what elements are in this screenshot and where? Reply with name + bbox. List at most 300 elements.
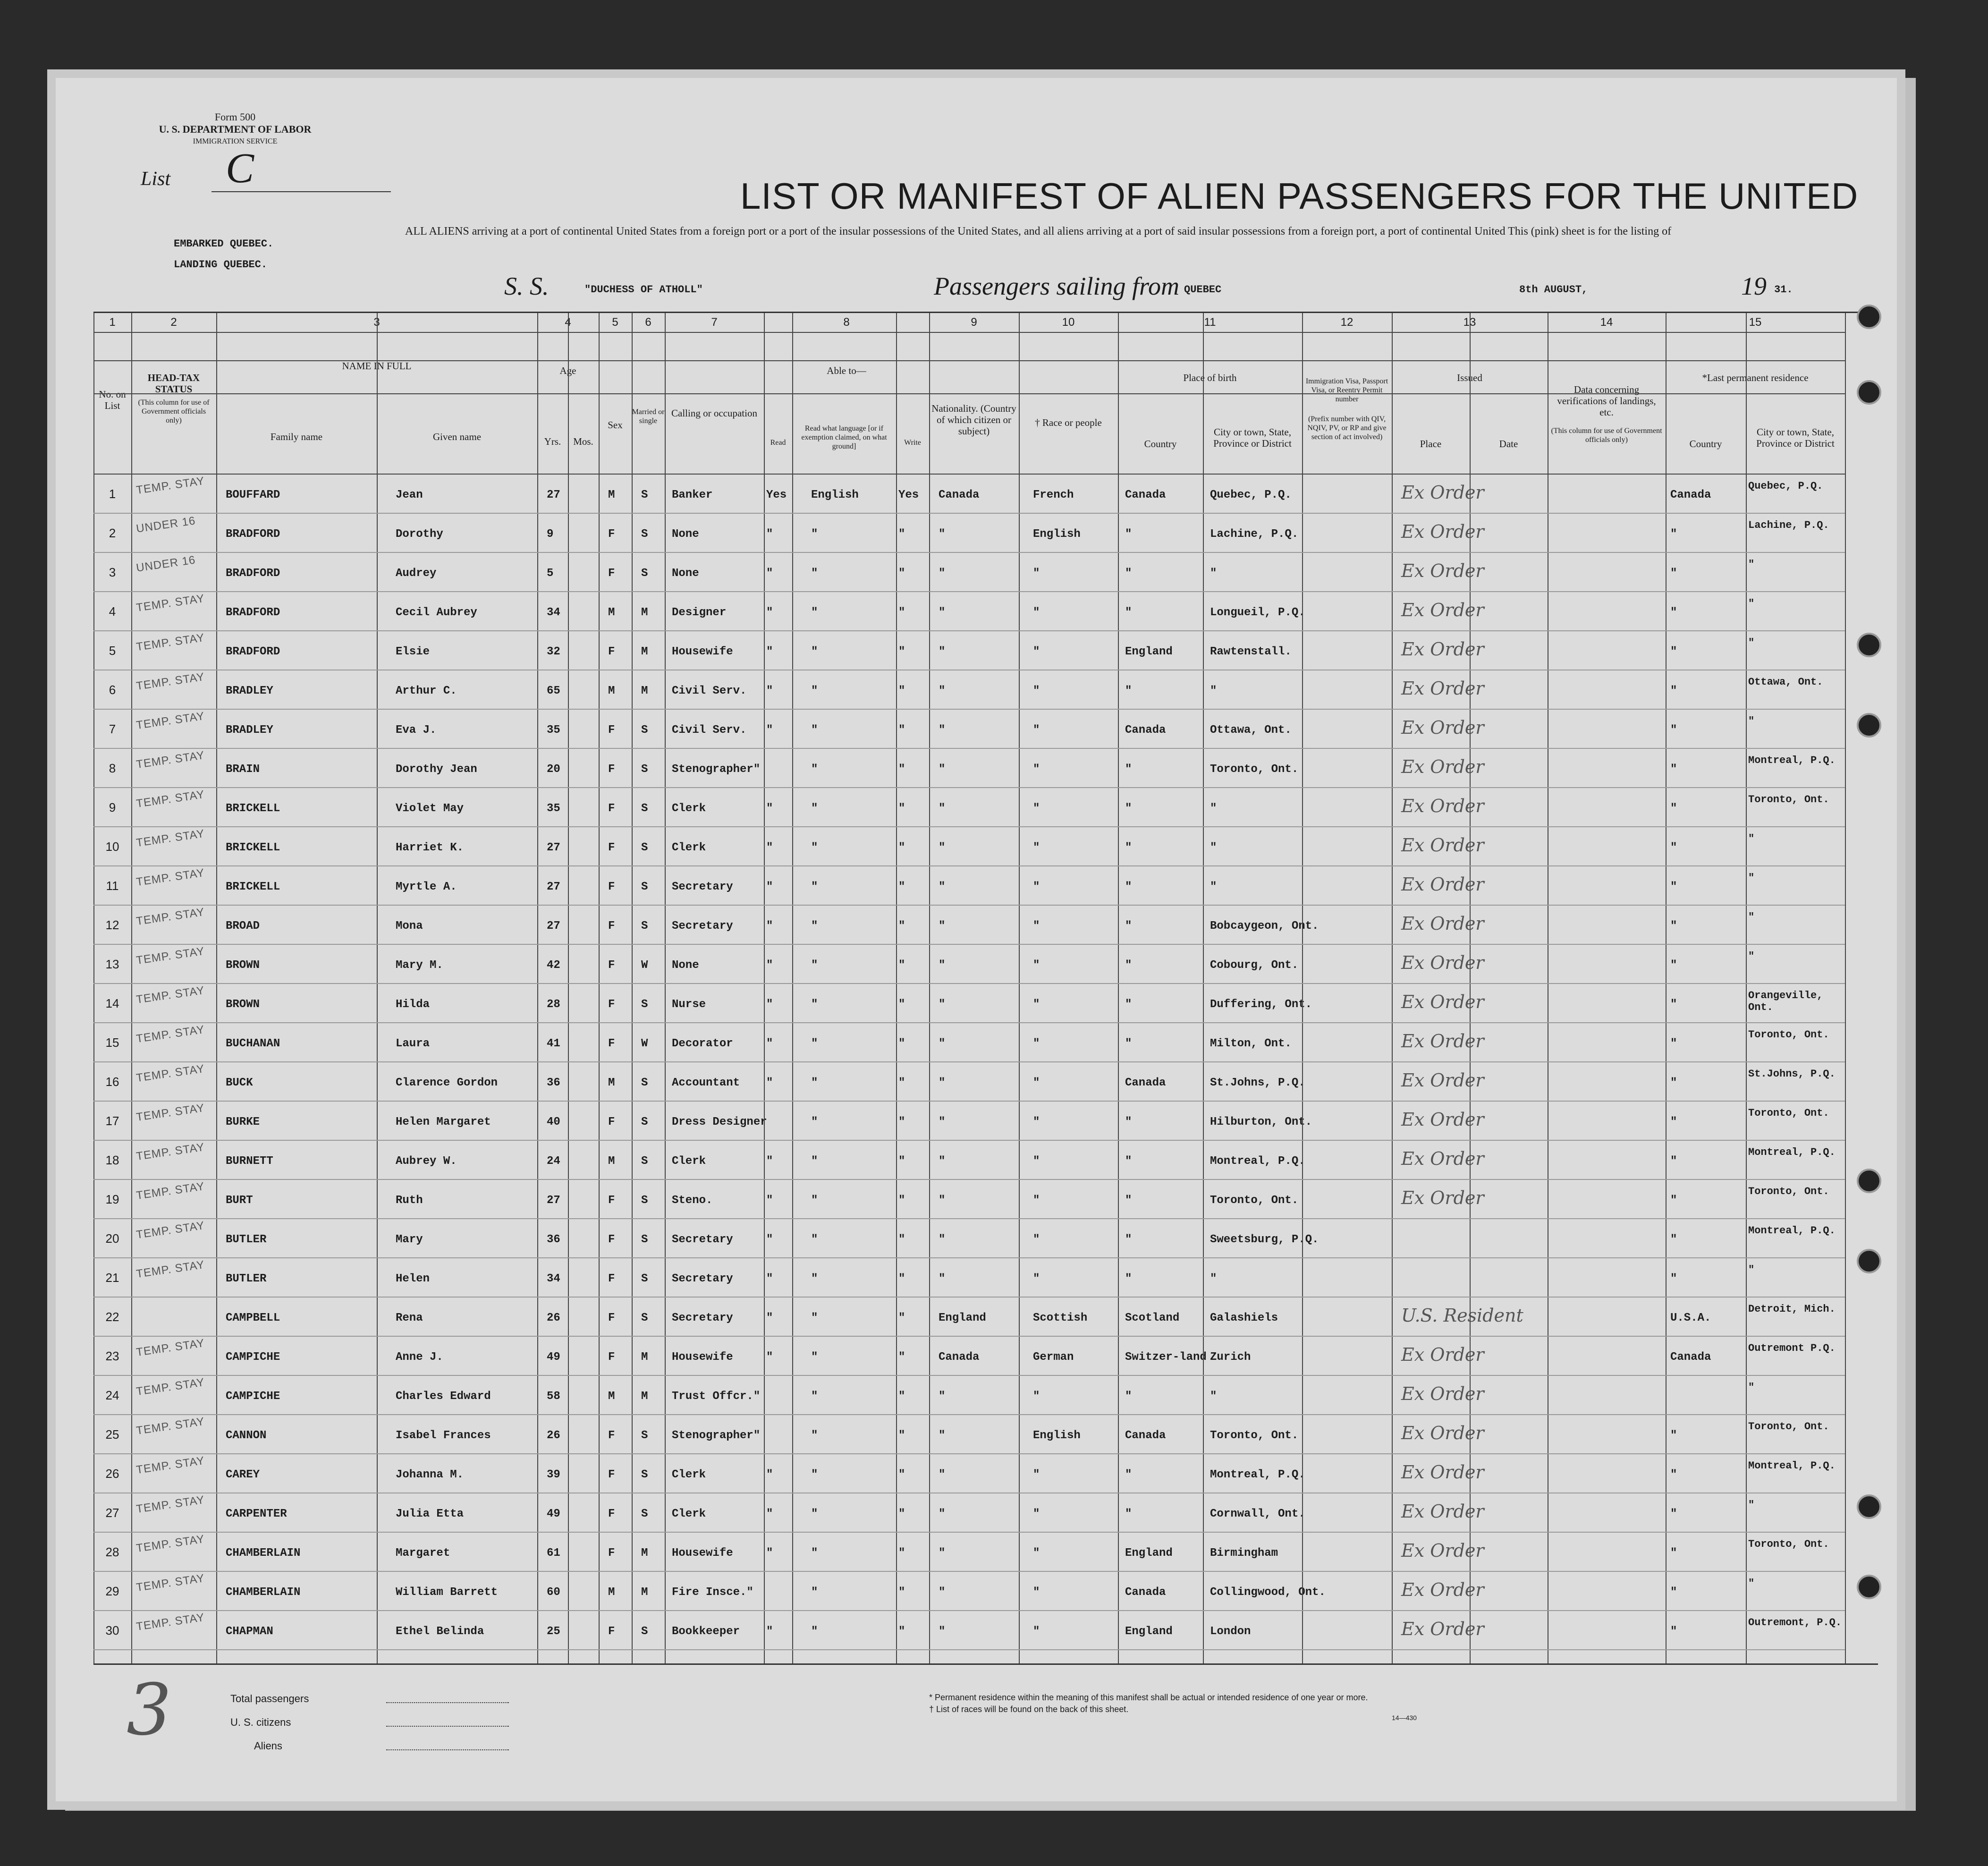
cell-sex: F: [608, 959, 615, 972]
cell-nationality: ": [939, 724, 946, 737]
cell-read: Yes: [766, 489, 787, 501]
cell-given: Clarence Gordon: [396, 1077, 498, 1089]
cell-ms: M: [641, 1390, 648, 1403]
hdr-birth-city: City or town, State, Province or District: [1213, 426, 1292, 449]
cell-issued: Ex Order: [1401, 1187, 1484, 1208]
row-divider: [93, 1532, 1845, 1533]
cell-ms: S: [641, 724, 648, 737]
hdr-given-name: Given name: [432, 431, 482, 442]
cell-res-city: ": [1748, 1578, 1755, 1589]
cell-yrs: 58: [547, 1390, 560, 1403]
cell-read: ": [766, 724, 773, 737]
total-passengers-label: Total passengers: [230, 1693, 309, 1705]
cell-calling: Clerk: [672, 1508, 706, 1520]
grid-vline: [93, 313, 94, 1663]
head-tax-status: TEMP. STAY: [135, 1454, 206, 1477]
cell-city: Duffering, Ont.: [1210, 998, 1312, 1011]
colnum-11: 11: [1204, 316, 1216, 329]
row-number: 23: [105, 1349, 119, 1363]
cell-nationality: ": [939, 685, 946, 697]
year-suffix: 31.: [1774, 284, 1793, 296]
cell-issued: Ex Order: [1401, 560, 1484, 581]
cell-race: ": [1033, 763, 1040, 776]
cell-yrs: 20: [547, 763, 560, 776]
cell-race: ": [1033, 1037, 1040, 1050]
cell-family: CAMPBELL: [226, 1312, 280, 1324]
cell-yrs: 42: [547, 959, 560, 972]
cell-res-country: ": [1670, 1586, 1677, 1599]
embark-info: [174, 234, 273, 275]
head-tax-status: TEMP. STAY: [135, 1336, 206, 1359]
row-divider: [93, 1140, 1845, 1141]
cell-given: Anne J.: [396, 1351, 443, 1364]
cell-family: CANNON: [226, 1429, 267, 1442]
cell-calling: Designer: [672, 606, 727, 619]
page-subtitle: ALL ALIENS arriving at a port of continental United States from a foreign port or a port of the insular possessions of the United States, and all aliens arriving at a port of said insular possessions from a foreign port, a port of continental United This (pink) sheet is for the listing of: [405, 225, 1672, 237]
cell-yrs: 34: [547, 606, 560, 619]
cell-res-city: Orangeville, Ont.: [1748, 990, 1823, 1013]
cell-sex: F: [608, 567, 615, 580]
cell-issued: Ex Order: [1401, 717, 1484, 738]
cell-given: William Barrett: [396, 1586, 498, 1599]
cell-res-country: ": [1670, 959, 1677, 972]
row-number: 15: [105, 1035, 119, 1050]
row-number: 3: [109, 565, 116, 579]
cell-family: BURT: [226, 1194, 253, 1207]
cell-calling: Clerk: [672, 802, 706, 815]
cell-sex: F: [608, 1508, 615, 1520]
cell-lang: ": [811, 920, 818, 933]
cell-given: Cecil Aubrey: [396, 606, 477, 619]
cell-res-city: Montreal, P.Q.: [1748, 755, 1836, 766]
colnum-12: 12: [1340, 316, 1354, 329]
cell-nationality: ": [939, 1077, 946, 1089]
cell-country: ": [1125, 802, 1132, 815]
cell-city: Rawtenstall.: [1210, 645, 1292, 658]
cell-yrs: 36: [547, 1077, 560, 1089]
ship-name: "DUCHESS OF ATHOLL": [584, 284, 703, 296]
colnum-13: 13: [1463, 316, 1476, 329]
cell-read: ": [766, 1194, 773, 1207]
cell-res-country: ": [1670, 998, 1677, 1011]
cell-write: ": [898, 1547, 905, 1560]
punch-hole: [1857, 380, 1881, 405]
cell-lang: ": [811, 1037, 818, 1050]
cell-given: Ethel Belinda: [396, 1625, 484, 1638]
cell-res-country: ": [1670, 920, 1677, 933]
cell-sex: F: [608, 1272, 615, 1285]
cell-read: ": [766, 1077, 773, 1089]
grid-vline: [929, 313, 930, 1663]
cell-city: Milton, Ont.: [1210, 1037, 1292, 1050]
row-number: 28: [105, 1545, 119, 1559]
colnum-6: 6: [645, 316, 651, 329]
row-number: 5: [109, 644, 116, 658]
row-number: 9: [109, 800, 116, 814]
colnum-8: 8: [843, 316, 850, 329]
cell-issued: Ex Order: [1401, 1383, 1484, 1404]
cell-ms: S: [641, 1233, 648, 1246]
cell-write: ": [898, 1508, 905, 1520]
cell-family: BRADFORD: [226, 645, 280, 658]
cell-calling: Civil Serv.: [672, 685, 747, 697]
head-tax-status: TEMP. STAY: [135, 1375, 206, 1399]
cell-lang: ": [811, 841, 818, 854]
cell-ms: W: [641, 1037, 648, 1050]
service: IMMIGRATION SERVICE: [193, 137, 278, 145]
cell-nationality: ": [939, 1586, 946, 1599]
grid-vline: [764, 313, 765, 1663]
cell-issued: Ex Order: [1401, 1031, 1484, 1052]
cell-nationality: ": [939, 1468, 946, 1481]
cell-issued: Ex Order: [1401, 521, 1484, 542]
cell-issued: U.S. Resident: [1401, 1305, 1523, 1326]
row-divider: [93, 1061, 1845, 1062]
cell-sex: F: [608, 528, 615, 541]
cell-write: ": [898, 1468, 905, 1481]
note-races: † List of races will be found on the back of this sheet.: [929, 1705, 1129, 1714]
cell-race: ": [1033, 685, 1040, 697]
cell-country: Canada: [1125, 489, 1166, 501]
cell-race: ": [1033, 606, 1040, 619]
port: QUEBEC: [1184, 284, 1222, 296]
cell-res-city: ": [1748, 598, 1755, 610]
grid-vline: [377, 313, 378, 1663]
hdr-name-in-full: NAME IN FULL: [342, 360, 412, 372]
hdr-place-of-birth: Place of birth: [1183, 372, 1237, 383]
grid-vline: [665, 313, 666, 1663]
cell-given: Mona: [396, 920, 423, 933]
cell-given: Violet May: [396, 802, 464, 815]
cell-family: BRICKELL: [226, 841, 280, 854]
cell-read: ": [766, 1625, 773, 1638]
aliens-label: Aliens: [254, 1740, 282, 1752]
cell-country: ": [1125, 1390, 1132, 1403]
cell-race: ": [1033, 802, 1040, 815]
cell-race: ": [1033, 1625, 1040, 1638]
us-line: [386, 1726, 509, 1727]
cell-city: Quebec, P.Q.: [1210, 489, 1292, 501]
cell-ms: M: [641, 1351, 648, 1364]
cell-city: Ottawa, Ont.: [1210, 724, 1292, 737]
sail-date: 8th AUGUST,: [1519, 284, 1588, 296]
cell-given: Mary M.: [396, 959, 443, 972]
cell-res-country: ": [1670, 685, 1677, 697]
cell-write: ": [898, 1390, 905, 1403]
cell-given: Elsie: [396, 645, 430, 658]
hdr-no-on-list: No. on List: [99, 389, 126, 411]
row-number: 17: [105, 1114, 119, 1128]
cell-yrs: 32: [547, 645, 560, 658]
cell-lang: ": [811, 685, 818, 697]
cell-yrs: 65: [547, 685, 560, 697]
list-value: C: [226, 145, 254, 192]
cell-ms: S: [641, 1077, 648, 1089]
cell-sex: F: [608, 1351, 615, 1364]
cell-calling: Housewife: [672, 645, 733, 658]
cell-issued: Ex Order: [1401, 913, 1484, 934]
colnum-9: 9: [971, 316, 977, 329]
row-divider: [93, 865, 1845, 866]
ss-label: S. S.: [504, 272, 549, 300]
hdr-birth-country: Country: [1144, 438, 1177, 450]
cell-nationality: ": [939, 1429, 946, 1442]
cell-race: ": [1033, 1077, 1040, 1089]
cell-nationality: ": [939, 920, 946, 933]
hdr-landings: Data concerning verifications of landings, etc.: [1557, 384, 1656, 418]
row-number: 22: [105, 1310, 119, 1324]
hdr-read: Read: [770, 439, 786, 447]
cell-issued: Ex Order: [1401, 1344, 1484, 1365]
cell-sex: F: [608, 881, 615, 893]
row-number: 24: [105, 1388, 119, 1402]
cell-yrs: 24: [547, 1155, 560, 1168]
cell-sex: F: [608, 1312, 615, 1324]
cell-ms: S: [641, 1312, 648, 1324]
hdr-visa: Immigration Visa, Passport Visa, or Reentry Permit number: [1305, 377, 1388, 403]
hdr-visa-note: (Prefix number with QIV, NQIV, PV, or RP and give section of act involved): [1307, 415, 1387, 441]
cell-ms: M: [641, 606, 648, 619]
cell-nationality: ": [939, 841, 946, 854]
colnum-10: 10: [1062, 316, 1075, 329]
cell-res-city: St.Johns, P.Q.: [1748, 1068, 1836, 1080]
cell-read: ": [766, 802, 773, 815]
cell-ms: S: [641, 841, 648, 854]
cell-city: Cobourg, Ont.: [1210, 959, 1299, 972]
cell-city: ": [1210, 841, 1217, 854]
cell-issued: Ex Order: [1401, 992, 1484, 1012]
cell-res-country: ": [1670, 1077, 1677, 1089]
sailing-label: Passengers sailing from: [934, 272, 1180, 300]
cell-ms: S: [641, 1508, 648, 1520]
cell-calling: Dress Designer: [672, 1116, 767, 1128]
cell-country: ": [1125, 606, 1132, 619]
cell-ms: S: [641, 1194, 648, 1207]
cell-family: CHAPMAN: [226, 1625, 273, 1638]
row-number: 12: [105, 918, 119, 932]
cell-race: ": [1033, 1468, 1040, 1481]
row-number: 8: [109, 761, 116, 775]
cell-write: ": [898, 606, 905, 619]
cell-given: Ruth: [396, 1194, 423, 1207]
cell-lang: ": [811, 1390, 818, 1403]
cell-city: Sweetsburg, P.Q.: [1210, 1233, 1319, 1246]
cell-race: ": [1033, 1233, 1040, 1246]
cell-nationality: ": [939, 567, 946, 580]
cell-read: ": [766, 528, 773, 541]
cell-write: ": [898, 1586, 905, 1599]
cell-nationality: ": [939, 1155, 946, 1168]
grid-vline: [1118, 313, 1119, 1663]
cell-res-country: ": [1670, 528, 1677, 541]
cell-nationality: ": [939, 802, 946, 815]
cell-sex: F: [608, 802, 615, 815]
department: U. S. DEPARTMENT OF LABOR: [159, 123, 312, 135]
cell-race: ": [1033, 1272, 1040, 1285]
cell-yrs: 35: [547, 724, 560, 737]
cell-lang: ": [811, 1508, 818, 1520]
cell-sex: F: [608, 1429, 615, 1442]
row-divider: [93, 1571, 1845, 1572]
row-divider: [93, 1257, 1845, 1258]
cell-yrs: 35: [547, 802, 560, 815]
cell-family: BRADFORD: [226, 606, 280, 619]
colnum-15: 15: [1749, 316, 1762, 329]
cell-country: ": [1125, 763, 1132, 776]
cell-lang: ": [811, 567, 818, 580]
form-code: 14—430: [1392, 1714, 1417, 1722]
cell-res-city: Toronto, Ont.: [1748, 794, 1829, 806]
cell-res-city: ": [1748, 833, 1755, 845]
cell-sex: M: [608, 606, 615, 619]
cell-nationality: ": [939, 606, 946, 619]
cell-family: CAMPICHE: [226, 1390, 280, 1403]
grid-vline: [1470, 313, 1471, 1663]
cell-city: ": [1210, 802, 1217, 815]
head-tax-status: TEMP. STAY: [135, 1532, 206, 1555]
cell-issued: Ex Order: [1401, 756, 1484, 777]
hdr-read-lang: Read what language [or if exemption claimed, on what ground]: [801, 424, 887, 450]
cell-yrs: 60: [547, 1586, 560, 1599]
grid-vline: [1746, 313, 1747, 1663]
cell-family: BRICKELL: [226, 802, 280, 815]
row-divider: [93, 552, 1845, 553]
cell-sex: F: [608, 1233, 615, 1246]
cell-family: CHAMBERLAIN: [226, 1586, 301, 1599]
cell-race: French: [1033, 489, 1074, 501]
row-divider: [93, 1453, 1845, 1454]
cell-res-country: ": [1670, 881, 1677, 893]
cell-family: CAREY: [226, 1468, 260, 1481]
cell-country: Canada: [1125, 1586, 1166, 1599]
cell-given: Helen: [396, 1272, 430, 1285]
cell-calling: Banker: [672, 489, 713, 501]
cell-city: ": [1210, 1272, 1217, 1285]
row-number: 20: [105, 1231, 119, 1246]
cell-family: BUCK: [226, 1077, 253, 1089]
cell-issued: Ex Order: [1401, 952, 1484, 973]
list-underline: [211, 191, 391, 192]
cell-city: Zurich: [1210, 1351, 1251, 1364]
cell-calling: None: [672, 959, 699, 972]
cell-country: Switzer-land: [1125, 1351, 1207, 1364]
row-divider: [93, 748, 1845, 749]
hdr-res-country: Country: [1689, 438, 1722, 450]
grid-vline: [1666, 313, 1667, 1663]
cell-nationality: ": [939, 1390, 946, 1403]
cell-family: CHAMBERLAIN: [226, 1547, 301, 1560]
cell-issued: Ex Order: [1401, 1462, 1484, 1483]
cell-ms: S: [641, 802, 648, 815]
manifest-table: [93, 312, 1878, 1665]
cell-country: ": [1125, 1194, 1132, 1207]
head-tax-status: TEMP. STAY: [135, 474, 206, 497]
cell-res-city: Outremont P.Q.: [1748, 1342, 1836, 1354]
cell-ms: M: [641, 645, 648, 658]
cell-given: Dorothy: [396, 528, 443, 541]
cell-calling: None: [672, 567, 699, 580]
cell-issued: Ex Order: [1401, 1423, 1484, 1443]
cell-calling: Decorator: [672, 1037, 733, 1050]
cell-country: ": [1125, 1037, 1132, 1050]
cell-country: ": [1125, 1233, 1132, 1246]
cell-lang: ": [811, 763, 818, 776]
us-citizens-label: U. S. citizens: [230, 1716, 291, 1728]
cell-yrs: 5: [547, 567, 554, 580]
cell-res-city: Montreal, P.Q.: [1748, 1225, 1836, 1237]
cell-city: Toronto, Ont.: [1210, 1429, 1299, 1442]
cell-calling: Trust Offcr.": [672, 1390, 761, 1403]
row-number: 29: [105, 1584, 119, 1598]
hdr-able-to: Able to—: [827, 365, 866, 376]
cell-yrs: 27: [547, 489, 560, 501]
cell-read: ": [766, 1155, 773, 1168]
cell-country: ": [1125, 685, 1132, 697]
cell-ms: S: [641, 528, 648, 541]
cell-city: Lachine, P.Q.: [1210, 528, 1299, 541]
cell-country: England: [1125, 1547, 1173, 1560]
head-tax-status: TEMP. STAY: [135, 984, 206, 1007]
punch-hole: [1857, 1169, 1881, 1193]
head-tax-status: TEMP. STAY: [135, 1140, 206, 1163]
grid-hline: [93, 360, 1845, 361]
cell-read: ": [766, 645, 773, 658]
cell-race: English: [1033, 1429, 1081, 1442]
cell-family: BRICKELL: [226, 881, 280, 893]
cell-race: ": [1033, 998, 1040, 1011]
row-divider: [93, 944, 1845, 945]
cell-city: St.Johns, P.Q.: [1210, 1077, 1305, 1089]
row-number: 18: [105, 1153, 119, 1167]
cell-write: ": [898, 920, 905, 933]
cell-read: ": [766, 1312, 773, 1324]
head-tax-status: UNDER 16: [135, 553, 196, 575]
row-divider: [93, 1414, 1845, 1415]
cell-res-country: ": [1670, 1233, 1677, 1246]
punch-hole: [1857, 1575, 1881, 1599]
punch-hole: [1857, 633, 1881, 657]
grid-vline: [599, 313, 600, 1663]
row-divider: [93, 1101, 1845, 1102]
cell-res-country: ": [1670, 1547, 1677, 1560]
cell-nationality: ": [939, 1037, 946, 1050]
cell-sex: F: [608, 1625, 615, 1638]
hdr-write: Write: [904, 439, 921, 447]
cell-res-city: Montreal, P.Q.: [1748, 1460, 1836, 1472]
cell-res-country: ": [1670, 645, 1677, 658]
cell-res-country: ": [1670, 1625, 1677, 1638]
cell-race: ": [1033, 1586, 1040, 1599]
cell-given: Isabel Frances: [396, 1429, 491, 1442]
row-number: 16: [105, 1075, 119, 1089]
cell-ms: S: [641, 998, 648, 1011]
cell-yrs: 36: [547, 1233, 560, 1246]
cell-res-country: Canada: [1670, 1351, 1711, 1364]
grid-vline: [568, 313, 569, 1663]
cell-country: England: [1125, 1625, 1173, 1638]
cell-res-city: Toronto, Ont.: [1748, 1107, 1829, 1119]
cell-issued: Ex Order: [1401, 482, 1484, 503]
cell-given: Laura: [396, 1037, 430, 1050]
cell-write: ": [898, 1312, 905, 1324]
cell-read: ": [766, 685, 773, 697]
cell-yrs: 40: [547, 1116, 560, 1128]
cell-lang: ": [811, 1547, 818, 1560]
cell-ms: S: [641, 489, 648, 501]
cell-sex: F: [608, 763, 615, 776]
cell-city: Hilburton, Ont.: [1210, 1116, 1312, 1128]
cell-ms: S: [641, 1429, 648, 1442]
